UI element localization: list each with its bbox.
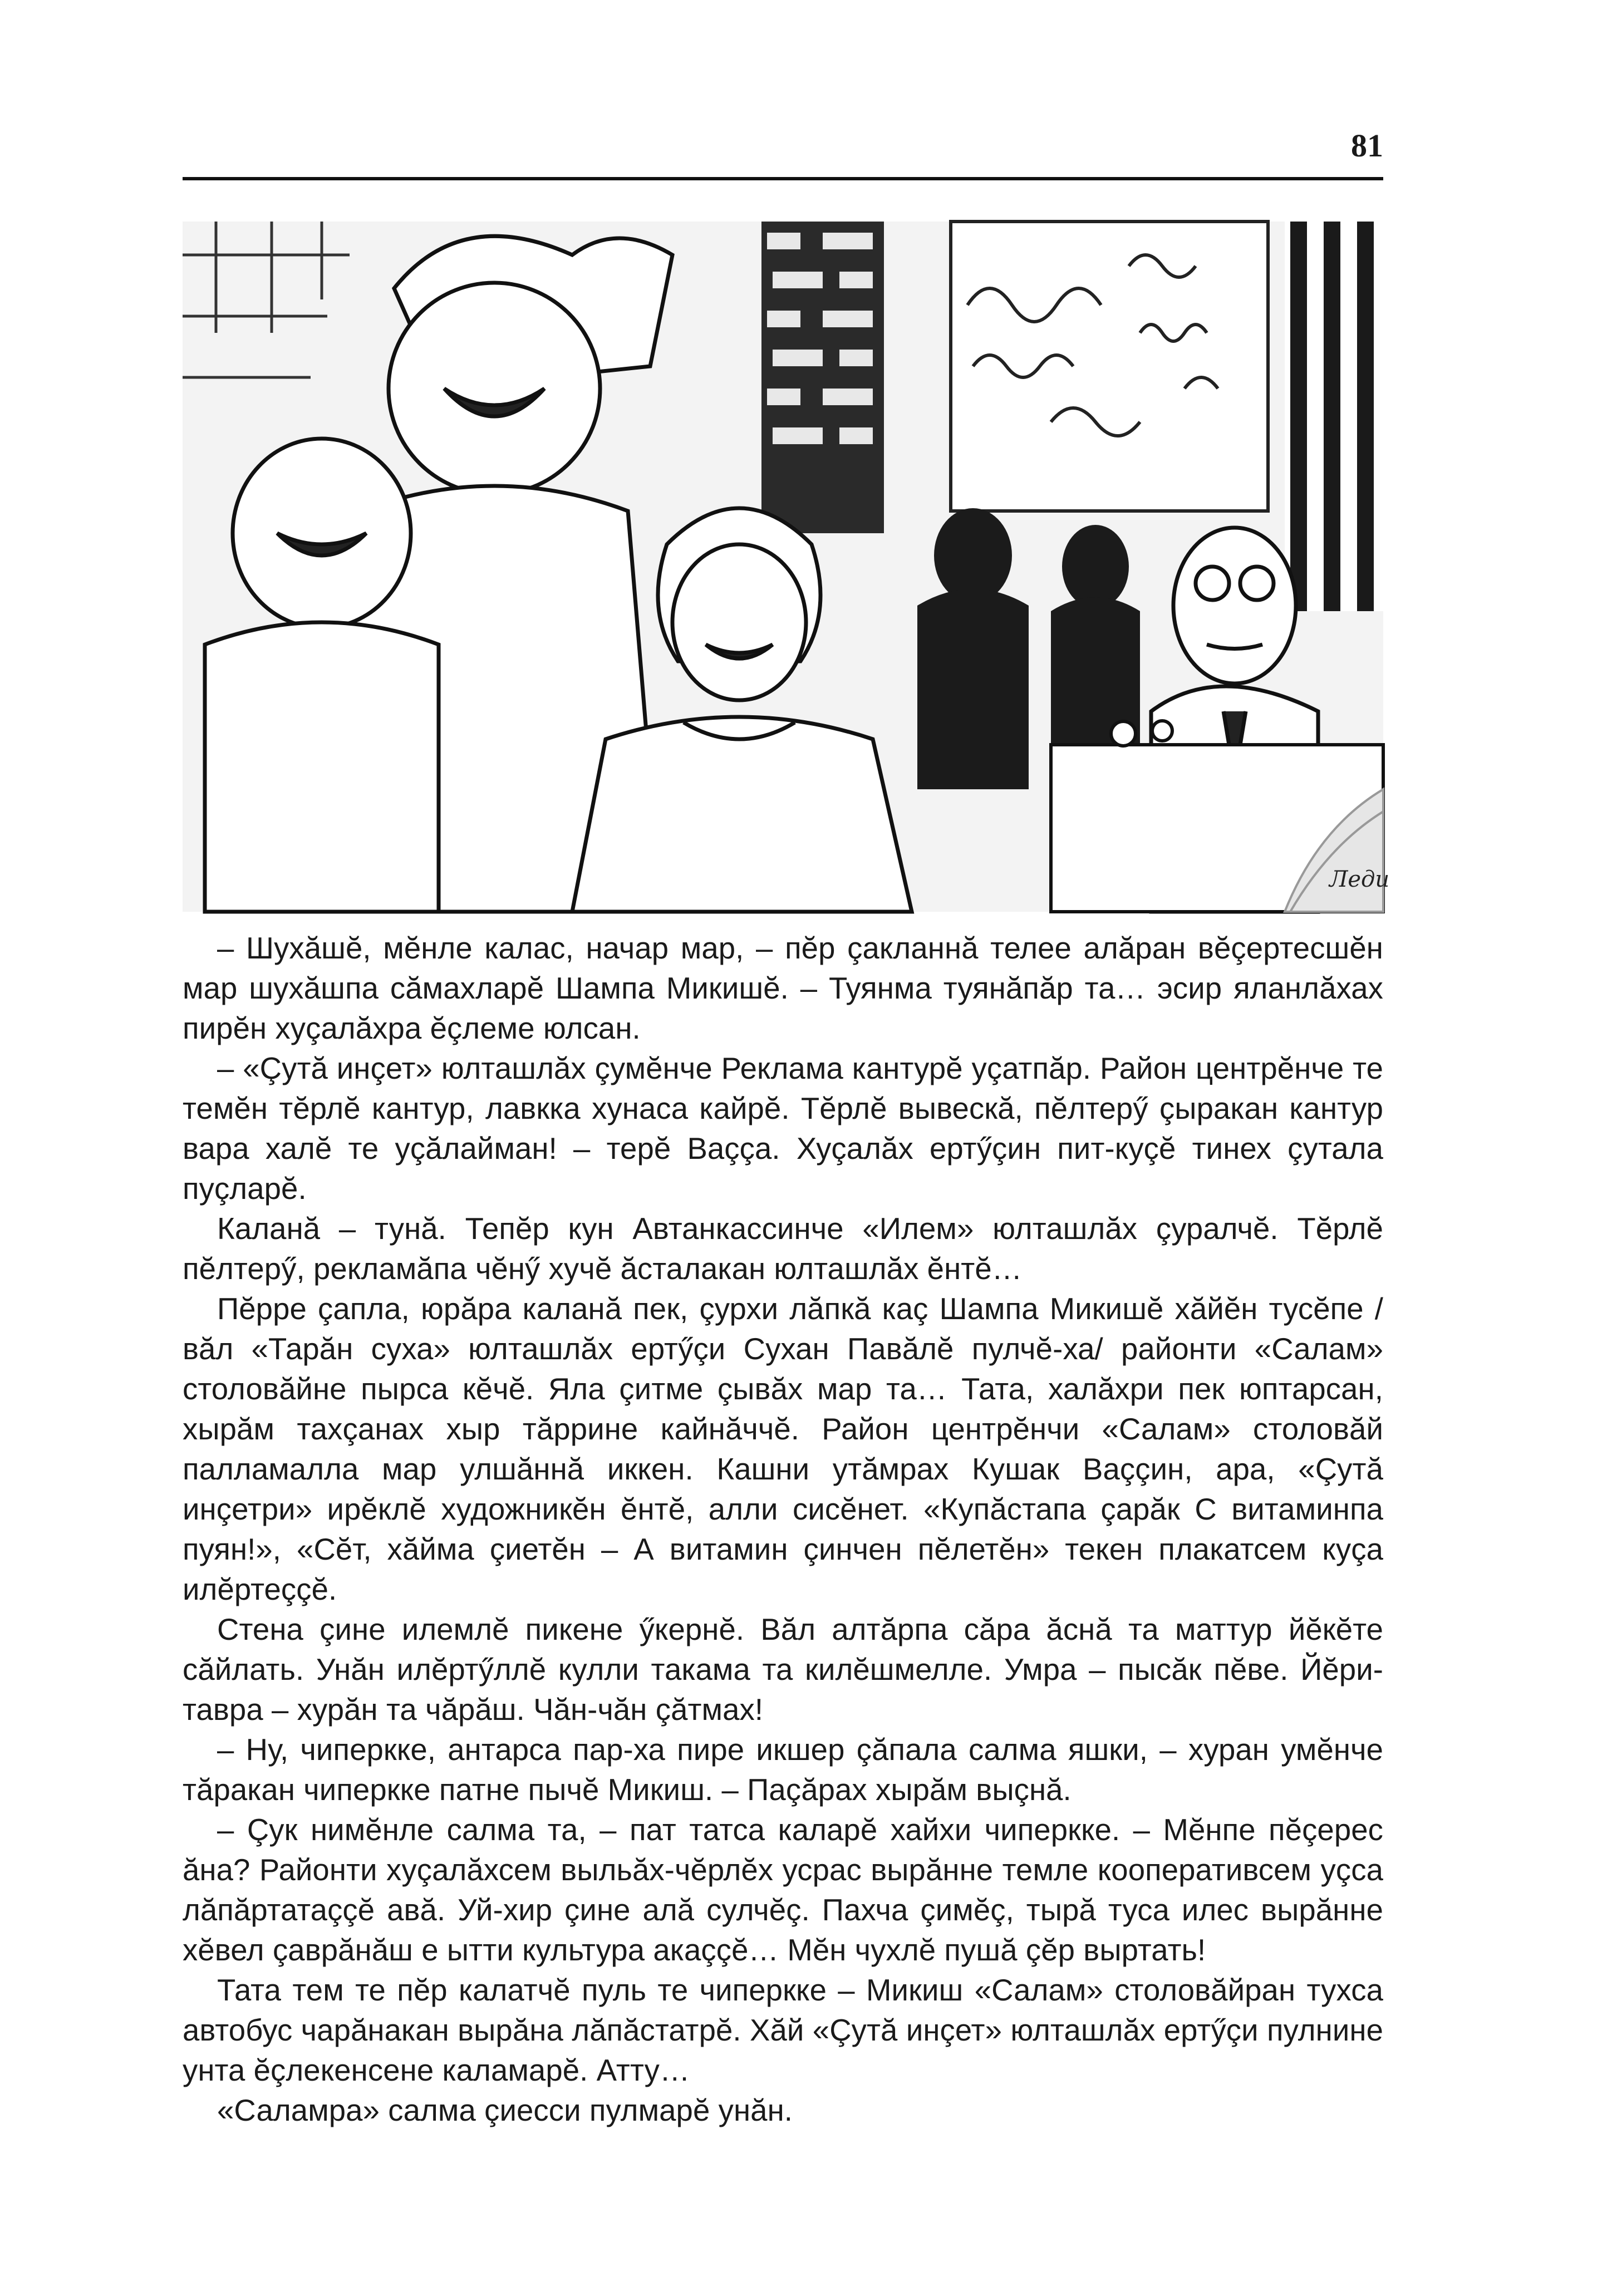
laughing-man (205, 439, 439, 912)
paragraph: – Çук нимĕнле салма та, – пат татса каларĕ хайхи чиперкке. – Мĕнпе пĕçерес ăна? Районти хуçалăхсем выльăх-чĕрлĕх усрас вырăнне темле кооперативсем уçса лăпăртатаççĕ авă. Уй-хир çине алă сулчĕç. Пахча çимĕç, тырă туса илес вырăнне хĕвел çаврăнăш е ытти культура акаççĕ… Мĕн чухлĕ пушă çĕр выртать! (183, 1813, 1383, 1967)
paragraph: – Шухăшĕ, мĕнле калас, начар мар, – пĕр çакланнă телее алăран вĕçертесшĕн мар шухăшпа сăмахларĕ Шампа Микишĕ. – Туянма туянăпăр та… эсир яланлăхах пирĕн хуçалăхра ĕçлеме юлсан. (183, 931, 1383, 1045)
paragraph: Тата тем те пĕр калатчĕ пуль те чиперкке – Микиш «Салам» столовăйран тухса автобус чарăнакан вырăна лăпăстатрĕ. Хăй «Çутă инçет» юлташлăх ертӳçи пулнине унта ĕçлекенсене каламарĕ. Атту… (183, 1973, 1383, 2087)
paragraph: Стена çине илемлĕ пикене ӳкернĕ. Вăл алтăрпа сăра ăснă та маттур йĕкĕте сăйлать. Унăн илĕртӳллĕ кулли такама та килĕшмелле. Умра – пысăк пĕве. Йĕри-тавра – хурăн та чăрăш. Чăн-чăн çăтмах! (183, 1612, 1383, 1727)
window-sign (951, 222, 1268, 511)
paragraph: – Ну, чиперкке, антарса пар-ха пире икшер çăпала салма яшки, – хуран умĕнче тăракан чиперкке патне пычĕ Микиш. – Паçăрах хырăм выçнă. (183, 1733, 1383, 1807)
paragraph: Каланă – тунă. Тепĕр кун Автанкассинче «Илем» юлташлăх çуралчĕ. Тĕрлĕ пĕлтерӳ, рекламăпа чĕнӳ хучĕ ăсталакан юлташлăх ĕнтĕ… (183, 1212, 1383, 1286)
artist-signature: Леди (1329, 867, 1390, 892)
paragraph: «Саламра» салма çиесси пулмарĕ унăн. (217, 2093, 793, 2127)
paragraph: Пĕрре çапла, юрăра каланă пек, çурхи лăпкă каç Шампа Микишĕ хăйĕн тусĕпе /вăл «Тарăн суха» юлташлăх ертӳçи Сухан Павăлĕ пулчĕ-ха/ районти «Салам» столовăйне пырса кĕчĕ. Яла çитме çывăх мар та… Тата, халăхри пек юптарсан, хырăм тахçанах хыр тăррине кайнăччĕ. Район центрĕнчи «Салам» столовăй палламалла мар улшăннă иккен. Кашни утăмрах Кушак Ваççин, ара, «Çутă инçетри» ирĕклĕ художникĕн ĕнтĕ, алли сисĕнет. «Купăстапа çарăк С витаминпа пуян!», «Сĕт, хăйма çиетĕн – А витамин çинчен пĕлетĕн» текен плакатсем куçа илĕртеççĕ. (183, 1292, 1383, 1606)
cartoon-illustration (183, 222, 1390, 912)
curtain (1285, 222, 1383, 611)
page-number: 81 (1351, 127, 1383, 164)
article-text (183, 928, 1383, 2131)
header-rule (183, 177, 1383, 180)
paragraph: – «Çутă инçет» юлташлăх çумĕнче Реклама кантурĕ уçатпăр. Район центрĕнче те темĕн тĕрлĕ кантур, лавкка хунаса кайрĕ. Тĕрлĕ вывескă, пĕлтерӳ çыракан кантур вара халĕ те уçăлайман! – терĕ Ваççа. Хуçалăх ертӳçин пит-куçĕ тинех çутала пуçларĕ. (183, 1051, 1383, 1206)
brick-column (761, 222, 884, 533)
